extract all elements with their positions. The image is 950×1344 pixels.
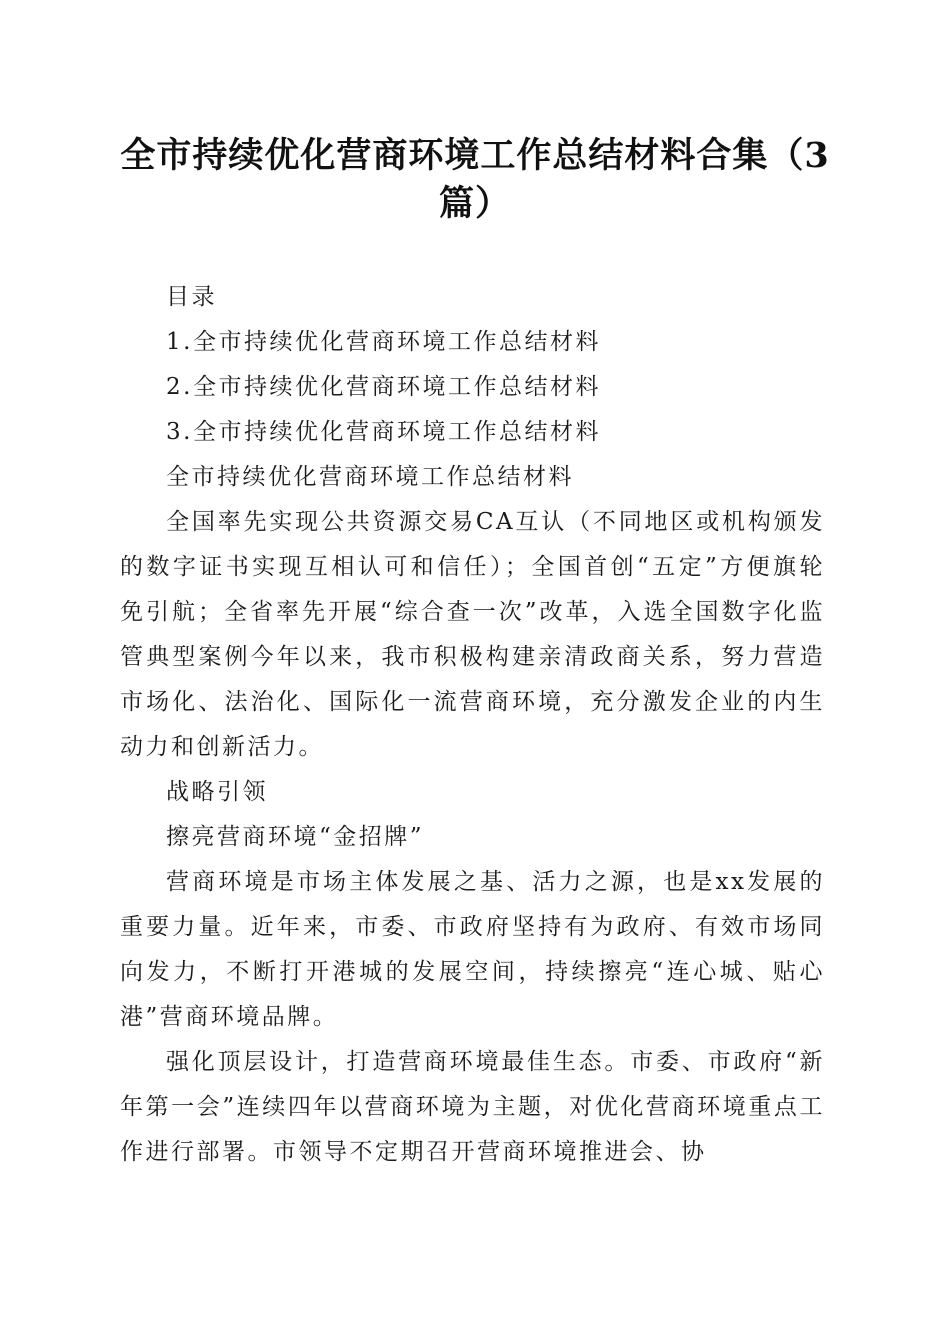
toc-item: 3.全市持续优化营商环境工作总结材料 bbox=[166, 419, 601, 445]
subheading: 擦亮营商环境“金招牌” bbox=[166, 824, 425, 850]
toc-item: 1.全市持续优化营商环境工作总结材料 bbox=[166, 329, 601, 355]
toc-item: 2.全市持续优化营商环境工作总结材料 bbox=[166, 374, 601, 400]
paragraph: 营商环境是市场主体发展之基、活力之源，也是xx发展的重要力量。近年来，市委、市政府坚持有为政府、有效市场同向发力，不断打开港城的发展空间，持续擦亮“连心城、贴心港”营商环境品牌。 bbox=[120, 869, 825, 1030]
document-body bbox=[120, 275, 825, 1175]
paragraph: 全国率先实现公共资源交易CA互认（不同地区或机构颁发的数字证书实现互相认可和信任）；全国首创“五定”方便旗轮免引航；全省率先开展“综合查一次”改革，入选全国数字化监管典型案例今年以来，我市积极构建亲清政商关系，努力营造市场化、法治化、国际化一流营商环境，充分激发企业的内生动力和创新活力。 bbox=[120, 509, 825, 760]
document-title: 全市持续优化营商环境工作总结材料合集（3篇） bbox=[120, 135, 830, 224]
paragraph: 强化顶层设计，打造营商环境最佳生态。市委、市政府“新年第一会”连续四年以营商环境为主题，对优化营商环境重点工作进行部署。市领导不定期召开营商环境推进会、协 bbox=[120, 1049, 825, 1165]
toc-heading: 目录 bbox=[166, 284, 217, 310]
section-title: 全市持续优化营商环境工作总结材料 bbox=[166, 464, 574, 490]
subheading: 战略引领 bbox=[166, 779, 268, 805]
